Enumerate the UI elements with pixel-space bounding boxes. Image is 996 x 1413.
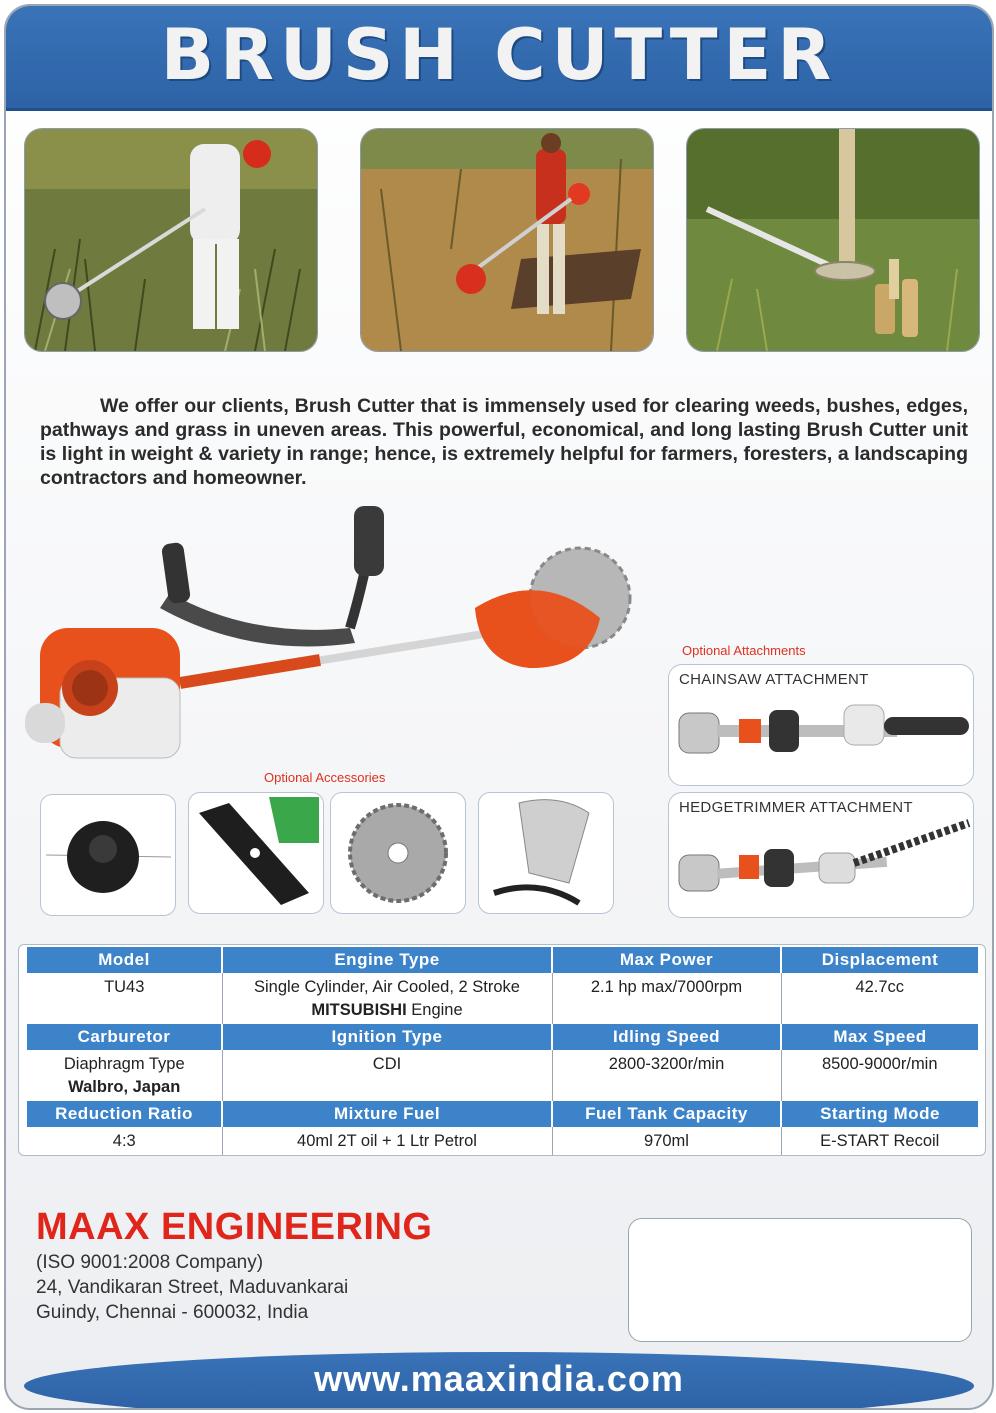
value-idling-speed: 2800-3200r/min [552, 1050, 781, 1101]
value-engine-type [222, 973, 552, 1024]
company-name: MAAX ENGINEERING [36, 1206, 433, 1248]
header-engine-type: Engine Type [222, 947, 552, 973]
value-starting-mode: E-START Recoil [781, 1127, 978, 1155]
header-idling-speed: Idling Speed [552, 1024, 781, 1050]
header-max-power: Max Power [552, 947, 781, 973]
blade-accessory [188, 792, 324, 914]
value-max-speed: 8500-9000r/min [781, 1050, 978, 1101]
header-fuel-tank: Fuel Tank Capacity [552, 1101, 781, 1127]
brochure-page [4, 4, 994, 1410]
guard-accessory [478, 792, 614, 914]
engine-line1: Single Cylinder, Air Cooled, 2 Stroke [254, 978, 520, 996]
value-ignition-type: CDI [222, 1050, 552, 1101]
header-ignition-type: Ignition Type [222, 1024, 552, 1050]
hedgetrimmer-attachment-title: HEDGETRIMMER ATTACHMENT [679, 799, 913, 816]
contact-box [628, 1218, 972, 1342]
header-carburetor: Carburetor [27, 1024, 222, 1050]
optional-attachments-label: Optional Attachments [682, 643, 806, 658]
photo-grass-cutting [24, 128, 318, 352]
spec-table [27, 947, 978, 1155]
carburetor-line2: Walbro, Japan [68, 1078, 181, 1096]
photo-field-cutting [360, 128, 654, 352]
value-fuel-tank: 970ml [552, 1127, 781, 1155]
saw-blade-accessory [330, 792, 466, 914]
company-address-line2: Guindy, Chennai - 600032, India [36, 1302, 309, 1323]
engine-suffix: Engine [406, 1001, 463, 1019]
value-max-power: 2.1 hp max/7000rpm [552, 973, 781, 1024]
product-description: We offer our clients, Brush Cutter that is immensely used for clearing weeds, bushes, edges, pathways and grass in uneven areas. This powerful, economical, and long lasting Brush Cutter unit is light in weight & variety in range; hence, is extremely helpful for farmers, foresters, a landscaping contractors and homeowner. [40, 395, 968, 489]
optional-accessories-label: Optional Accessories [264, 770, 386, 785]
header-max-speed: Max Speed [781, 1024, 978, 1050]
value-mixture-fuel: 40ml 2T oil + 1 Ltr Petrol [222, 1127, 552, 1155]
value-reduction-ratio: 4:3 [112, 1132, 136, 1150]
hedgetrimmer-attachment-box [668, 792, 974, 918]
header-mixture-fuel: Mixture Fuel [222, 1101, 552, 1127]
value-model: TU43 [104, 978, 145, 996]
header-reduction-ratio: Reduction Ratio [27, 1101, 222, 1127]
header-model: Model [27, 947, 222, 973]
carburetor-line1: Diaphragm Type [63, 1055, 185, 1073]
header-displacement: Displacement [781, 947, 978, 973]
trimmer-head-accessory [40, 794, 176, 916]
chainsaw-attachment-title: CHAINSAW ATTACHMENT [679, 671, 869, 688]
company-iso: (ISO 9001:2008 Company) [36, 1252, 264, 1273]
company-address-line1: 24, Vandikaran Street, Maduvankarai [36, 1277, 349, 1298]
engine-brand: MITSUBISHI [311, 1001, 407, 1019]
spec-table-container [18, 944, 986, 1156]
chainsaw-attachment-box [668, 664, 974, 786]
value-displacement: 42.7cc [781, 973, 978, 1024]
website-link[interactable]: www.maaxindia.com [314, 1358, 684, 1399]
brush-cutter-machine [20, 498, 640, 778]
value-carburetor [27, 1050, 222, 1101]
header-starting-mode: Starting Mode [781, 1101, 978, 1127]
photo-stump-cutting [686, 128, 980, 352]
page-title: BRUSH CUTTER [160, 14, 838, 96]
